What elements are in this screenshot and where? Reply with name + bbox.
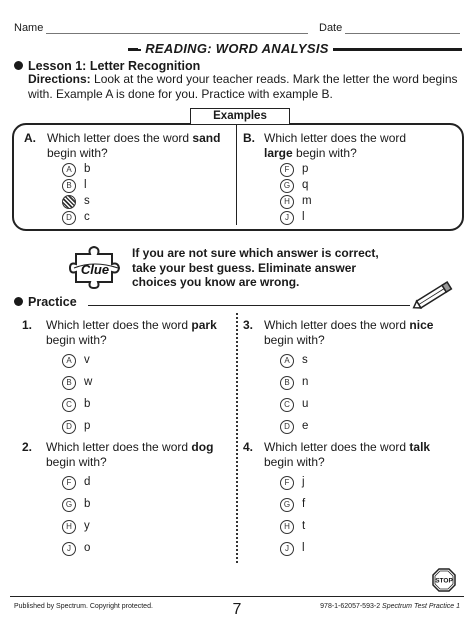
question-4-word: talk bbox=[409, 440, 431, 454]
answer-bubble[interactable]: J bbox=[62, 542, 76, 556]
answer-bubble[interactable]: C bbox=[280, 398, 294, 412]
question-3-text: Which letter does the word nice begin with? bbox=[264, 318, 434, 347]
question-1-number: 1. bbox=[22, 318, 33, 332]
example-b-question: Which letter does the word large begin with? bbox=[264, 131, 407, 160]
directions bbox=[28, 72, 468, 102]
examples-divider bbox=[236, 125, 237, 225]
bullet-icon bbox=[14, 61, 23, 70]
pencil-icon bbox=[410, 280, 458, 310]
footer-publisher: Published by Spectrum. Copyright protected. bbox=[14, 603, 153, 610]
practice-divider bbox=[236, 313, 238, 563]
example-a-word: sand bbox=[192, 131, 221, 145]
answer-bubble[interactable]: F bbox=[280, 476, 294, 490]
answer-bubble[interactable]: C bbox=[62, 398, 76, 412]
answer-bubble-marked[interactable] bbox=[62, 195, 76, 209]
bullet-icon bbox=[14, 297, 23, 306]
question-2-number: 2. bbox=[22, 440, 33, 454]
answer-bubble[interactable]: H bbox=[62, 520, 76, 534]
answer-bubble[interactable]: D bbox=[62, 211, 76, 225]
page-number: 7 bbox=[232, 601, 242, 618]
example-a-question: Which letter does the word sand begin with? bbox=[47, 131, 221, 160]
answer-bubble[interactable]: A bbox=[62, 163, 76, 177]
answer-bubble[interactable]: J bbox=[280, 211, 294, 225]
example-a-letter: A. bbox=[24, 131, 36, 145]
question-3-word: nice bbox=[409, 318, 434, 332]
section-title-bar bbox=[10, 42, 464, 56]
question-3-number: 3. bbox=[243, 318, 254, 332]
answer-bubble[interactable]: G bbox=[62, 498, 76, 512]
directions-label: Directions: bbox=[28, 72, 91, 86]
answer-bubble[interactable]: H bbox=[280, 195, 294, 209]
name-label: Name bbox=[14, 22, 44, 34]
clue-puzzle-icon bbox=[68, 244, 126, 290]
answer-bubble[interactable]: B bbox=[62, 179, 76, 193]
answer-bubble[interactable]: G bbox=[280, 179, 294, 193]
answer-bubble[interactable]: G bbox=[280, 498, 294, 512]
practice-title: Practice bbox=[28, 295, 77, 309]
stop-label: STOP bbox=[435, 577, 453, 585]
stop-sign-icon bbox=[432, 568, 456, 592]
clue-tip: If you are not sure which answer is correct, take your best guess. Eliminate answer choices you know are wrong. bbox=[132, 246, 379, 289]
answer-bubble[interactable]: A bbox=[280, 354, 294, 368]
question-2-word: dog bbox=[191, 440, 214, 454]
lesson-heading bbox=[14, 59, 200, 73]
question-1-word: park bbox=[191, 318, 217, 332]
directions-text-2: with. Example A is done for you. Practice with example B. bbox=[28, 87, 333, 101]
name-field-line[interactable] bbox=[46, 33, 308, 34]
question-2-text: Which letter does the word dog begin with? bbox=[46, 440, 214, 469]
directions-text-1: Look at the word your teacher reads. Mark the letter the word begins bbox=[94, 72, 458, 86]
example-b-word: large bbox=[264, 146, 293, 160]
date-label: Date bbox=[319, 22, 343, 34]
examples-tab: Examples bbox=[190, 108, 290, 125]
footer-right: 978-1-62057-593-2 Spectrum Test Practice 1 bbox=[320, 603, 460, 610]
practice-heading bbox=[14, 295, 77, 309]
answer-bubble[interactable]: B bbox=[62, 376, 76, 390]
answer-bubble[interactable]: D bbox=[280, 420, 294, 434]
section-title: READING: WORD ANALYSIS bbox=[141, 41, 333, 56]
clue-label: Clue bbox=[80, 262, 110, 277]
example-b-letter: B. bbox=[243, 131, 255, 145]
lesson-title: Lesson 1: Letter Recognition bbox=[28, 59, 201, 73]
footer-rule bbox=[10, 596, 464, 597]
question-4-text: Which letter does the word talk begin with? bbox=[264, 440, 431, 469]
answer-bubble[interactable]: H bbox=[280, 520, 294, 534]
answer-bubble[interactable]: D bbox=[62, 420, 76, 434]
question-1-text: Which letter does the word park begin with? bbox=[46, 318, 217, 347]
question-4-number: 4. bbox=[243, 440, 254, 454]
answer-bubble[interactable]: F bbox=[280, 163, 294, 177]
practice-rule bbox=[88, 305, 410, 306]
answer-bubble[interactable]: A bbox=[62, 354, 76, 368]
date-field-line[interactable] bbox=[345, 33, 460, 34]
answer-bubble[interactable]: J bbox=[280, 542, 294, 556]
answer-bubble[interactable]: F bbox=[62, 476, 76, 490]
answer-bubble[interactable]: B bbox=[280, 376, 294, 390]
